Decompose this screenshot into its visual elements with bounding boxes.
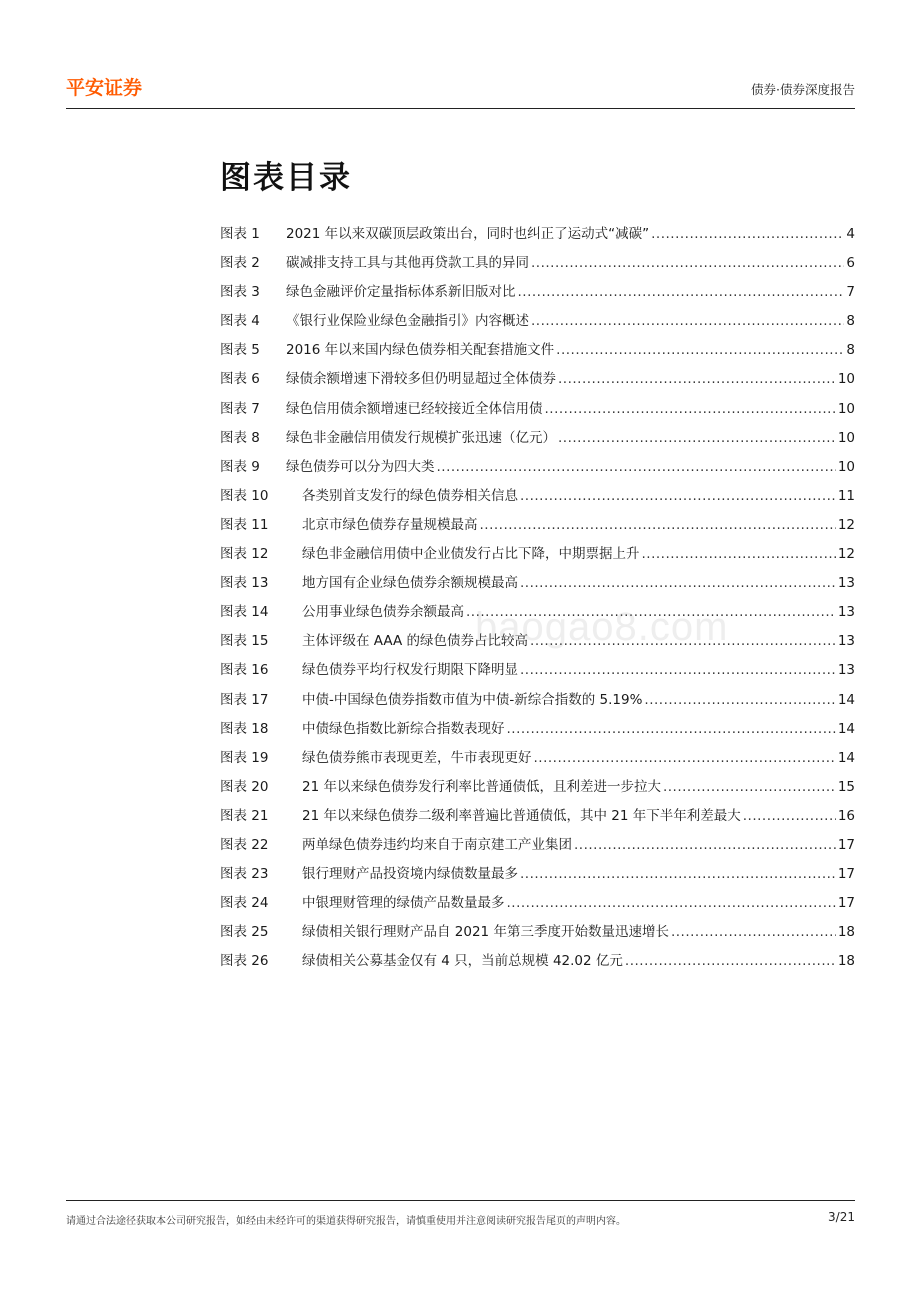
toc-entry-label: 图表 5 [220, 342, 260, 359]
toc-entry-title: 两单绿色债券违约均来自于南京建工产业集团 [302, 836, 572, 853]
toc-entry-title: 银行理财产品投资境内绿债数量最多 [302, 866, 518, 883]
toc-entry[interactable] [220, 249, 855, 278]
toc-entry-label: 图表 25 [220, 924, 269, 941]
toc-entry[interactable] [220, 744, 855, 773]
toc-entry-page: 8 [846, 342, 855, 359]
toc-entry-title: 绿债相关公募基金仅有 4 只，当前总规模 42.02 亿元 [302, 953, 623, 970]
toc-entry[interactable] [220, 424, 855, 453]
toc-title: 图表目录 [220, 160, 352, 196]
toc-entry-leader-dots [625, 947, 836, 976]
toc-entry-label: 图表 14 [220, 604, 269, 621]
toc-entry[interactable] [220, 656, 855, 685]
toc-entry-page: 7 [846, 284, 855, 301]
toc-entry[interactable] [220, 395, 855, 424]
toc-entry-title: 绿色非金融信用债中企业债发行占比下降，中期票据上升 [302, 546, 640, 563]
toc-entry[interactable] [220, 889, 855, 918]
toc-entry-title: 21 年以来绿色债券二级利率普遍比普通债低，其中 21 年下半年利差最大 [302, 807, 741, 824]
toc-entry-leader-dots [520, 482, 836, 511]
toc-entry-label: 图表 17 [220, 691, 269, 708]
toc-entry-leader-dots [534, 744, 836, 773]
toc-entry[interactable] [220, 511, 855, 540]
toc-entry-label: 图表 11 [220, 516, 269, 533]
toc-entry-page: 16 [837, 807, 855, 824]
toc-entry-label: 图表 1 [220, 226, 260, 242]
toc-entry-page: 12 [837, 516, 855, 533]
page-header [66, 70, 855, 109]
toc-entry[interactable] [220, 715, 855, 744]
toc-entry[interactable] [220, 569, 855, 598]
toc-entry-title: 绿色金融评价定量指标体系新旧版对比 [286, 284, 516, 301]
toc-entry-label: 图表 10 [220, 487, 269, 504]
toc-entry-title: 21 年以来绿色债券发行利率比普通债低，且利差进一步拉大 [302, 778, 661, 795]
company-logo: 平安证券 [66, 77, 143, 99]
toc-entry-label: 图表 23 [220, 866, 269, 883]
toc-entry-title: 主体评级在 AAA 的绿色债券占比较高 [302, 633, 529, 650]
toc-entry[interactable] [220, 802, 855, 831]
watermark: baogao8.com [475, 605, 729, 649]
toc-entry-leader-dots [520, 569, 836, 598]
toc-entry[interactable] [220, 831, 855, 860]
toc-entry-page: 18 [837, 953, 855, 970]
toc-entry-page: 12 [837, 546, 855, 563]
toc-entry-leader-dots [671, 918, 836, 947]
toc-entry-leader-dots [545, 395, 836, 424]
toc-entry-leader-dots [531, 307, 844, 336]
toc-entry-label: 图表 16 [220, 662, 269, 679]
toc-entry-page: 17 [837, 866, 855, 883]
toc-entry-title: 中债-中国绿色债券指数市值为中债-新综合指数的 5.19% [302, 691, 643, 708]
toc-entry-leader-dots [531, 249, 844, 278]
toc-entry-leader-dots [437, 453, 836, 482]
toc-entry-page: 17 [837, 895, 855, 912]
toc-entry-title: 《银行业保险业绿色金融指引》内容概述 [286, 313, 529, 330]
toc-entry[interactable] [220, 918, 855, 947]
toc-entry-page: 6 [846, 255, 855, 272]
toc-entry[interactable] [220, 365, 855, 394]
toc-entry-title: 绿色非金融信用债发行规模扩张迅速（亿元） [286, 429, 556, 446]
toc-entry-label: 图表 19 [220, 749, 269, 766]
toc-entry-title: 中银理财管理的绿债产品数量最多 [302, 895, 505, 912]
toc-entry[interactable] [220, 453, 855, 482]
toc-entry-page: 13 [837, 662, 855, 679]
toc-entry-page: 14 [837, 691, 855, 708]
toc-entry-page: 10 [837, 458, 855, 475]
toc-entry-title: 2016 年以来国内绿色债券相关配套措施文件 [286, 342, 555, 359]
toc-entry[interactable] [220, 482, 855, 511]
toc-entry-page: 17 [837, 836, 855, 853]
toc-entry-leader-dots [651, 220, 844, 249]
toc-entry-page: 13 [837, 575, 855, 592]
toc-entry-title: 碳减排支持工具与其他再贷款工具的异同 [286, 255, 529, 272]
toc-entry-label: 图表 12 [220, 546, 269, 563]
toc-entry-leader-dots [507, 715, 836, 744]
footer-disclaimer: 请通过合法途径获取本公司研究报告，如经由未经许可的渠道获得研究报告，请慎重使用并注意阅读研究报告尾页的声明内容。 [66, 1216, 626, 1227]
toc-entry-label: 图表 2 [220, 255, 260, 272]
toc-entry-title: 绿债相关银行理财产品自 2021 年第三季度开始数量迅速增长 [302, 924, 669, 941]
toc-entry-page: 13 [837, 633, 855, 650]
toc-entry-leader-dots [644, 686, 835, 715]
toc-entry-page: 10 [837, 429, 855, 446]
toc-entry-title: 绿色信用债余额增速已经较接近全体信用债 [286, 400, 543, 417]
toc-entry-leader-dots [574, 831, 836, 860]
toc-list [220, 220, 855, 976]
toc-entry[interactable] [220, 540, 855, 569]
toc-entry-label: 图表 4 [220, 313, 260, 330]
toc-entry-page: 10 [837, 371, 855, 388]
toc-entry-label: 图表 15 [220, 633, 269, 650]
toc-entry-leader-dots [520, 656, 836, 685]
toc-entry-page: 13 [837, 604, 855, 621]
toc-entry-leader-dots [520, 860, 836, 889]
toc-entry-title: 2021 年以来双碳顶层政策出台，同时也纠正了运动式“减碳” [286, 226, 650, 242]
toc-entry-label: 图表 21 [220, 807, 269, 824]
toc-entry-label: 图表 26 [220, 953, 269, 970]
toc-entry-label: 图表 8 [220, 429, 260, 446]
toc-entry[interactable] [220, 278, 855, 307]
toc-entry-page: 4 [846, 226, 855, 242]
toc-entry-title: 公用事业绿色债券余额最高 [302, 604, 464, 621]
toc-entry-leader-dots [507, 889, 836, 918]
toc-entry[interactable] [220, 686, 855, 715]
toc-entry-leader-dots [480, 511, 836, 540]
toc-entry[interactable] [220, 307, 855, 336]
toc-entry-title: 各类别首支发行的绿色债券相关信息 [302, 487, 518, 504]
report-type-label: 债券·债券深度报告 [751, 82, 855, 97]
toc-entry[interactable] [220, 860, 855, 889]
toc-entry-page: 8 [846, 313, 855, 330]
toc-entry-title: 绿色债券熊市表现更差，牛市表现更好 [302, 749, 532, 766]
toc-entry-leader-dots [642, 540, 836, 569]
toc-entry-leader-dots [663, 773, 836, 802]
page-number: 3/21 [828, 1210, 855, 1224]
toc-entry-label: 图表 24 [220, 895, 269, 912]
toc-entry-label: 图表 13 [220, 575, 269, 592]
toc-entry-page: 18 [837, 924, 855, 941]
toc-entry-label: 图表 9 [220, 458, 260, 475]
toc-entry-label: 图表 7 [220, 400, 260, 417]
toc-entry[interactable] [220, 773, 855, 802]
toc-entry-leader-dots [558, 365, 836, 394]
toc-entry-label: 图表 20 [220, 778, 269, 795]
toc-entry-page: 11 [837, 487, 855, 504]
toc-entry-page: 14 [837, 749, 855, 766]
toc-entry-label: 图表 18 [220, 720, 269, 737]
toc-entry[interactable] [220, 220, 855, 249]
toc-entry-page: 15 [837, 778, 855, 795]
toc-entry-leader-dots [556, 336, 844, 365]
toc-entry[interactable] [220, 947, 855, 976]
toc-entry-page: 14 [837, 720, 855, 737]
toc-entry-page: 10 [837, 400, 855, 417]
toc-entry-label: 图表 22 [220, 836, 269, 853]
toc-entry-label: 图表 3 [220, 284, 260, 301]
toc-entry-title: 绿色债券可以分为四大类 [286, 458, 435, 475]
toc-entry-title: 北京市绿色债券存量规模最高 [302, 516, 478, 533]
toc-entry-leader-dots [558, 424, 836, 453]
toc-entry-title: 绿色债券平均行权发行期限下降明显 [302, 662, 518, 679]
page-footer [66, 1200, 855, 1231]
toc-entry-title: 地方国有企业绿色债券余额规模最高 [302, 575, 518, 592]
toc-entry-label: 图表 6 [220, 371, 260, 388]
toc-entry-title: 中债绿色指数比新综合指数表现好 [302, 720, 505, 737]
toc-entry[interactable] [220, 336, 855, 365]
toc-entry-leader-dots [743, 802, 836, 831]
toc-entry-leader-dots [518, 278, 845, 307]
toc-entry-title: 绿债余额增速下滑较多但仍明显超过全体债券 [286, 371, 556, 388]
